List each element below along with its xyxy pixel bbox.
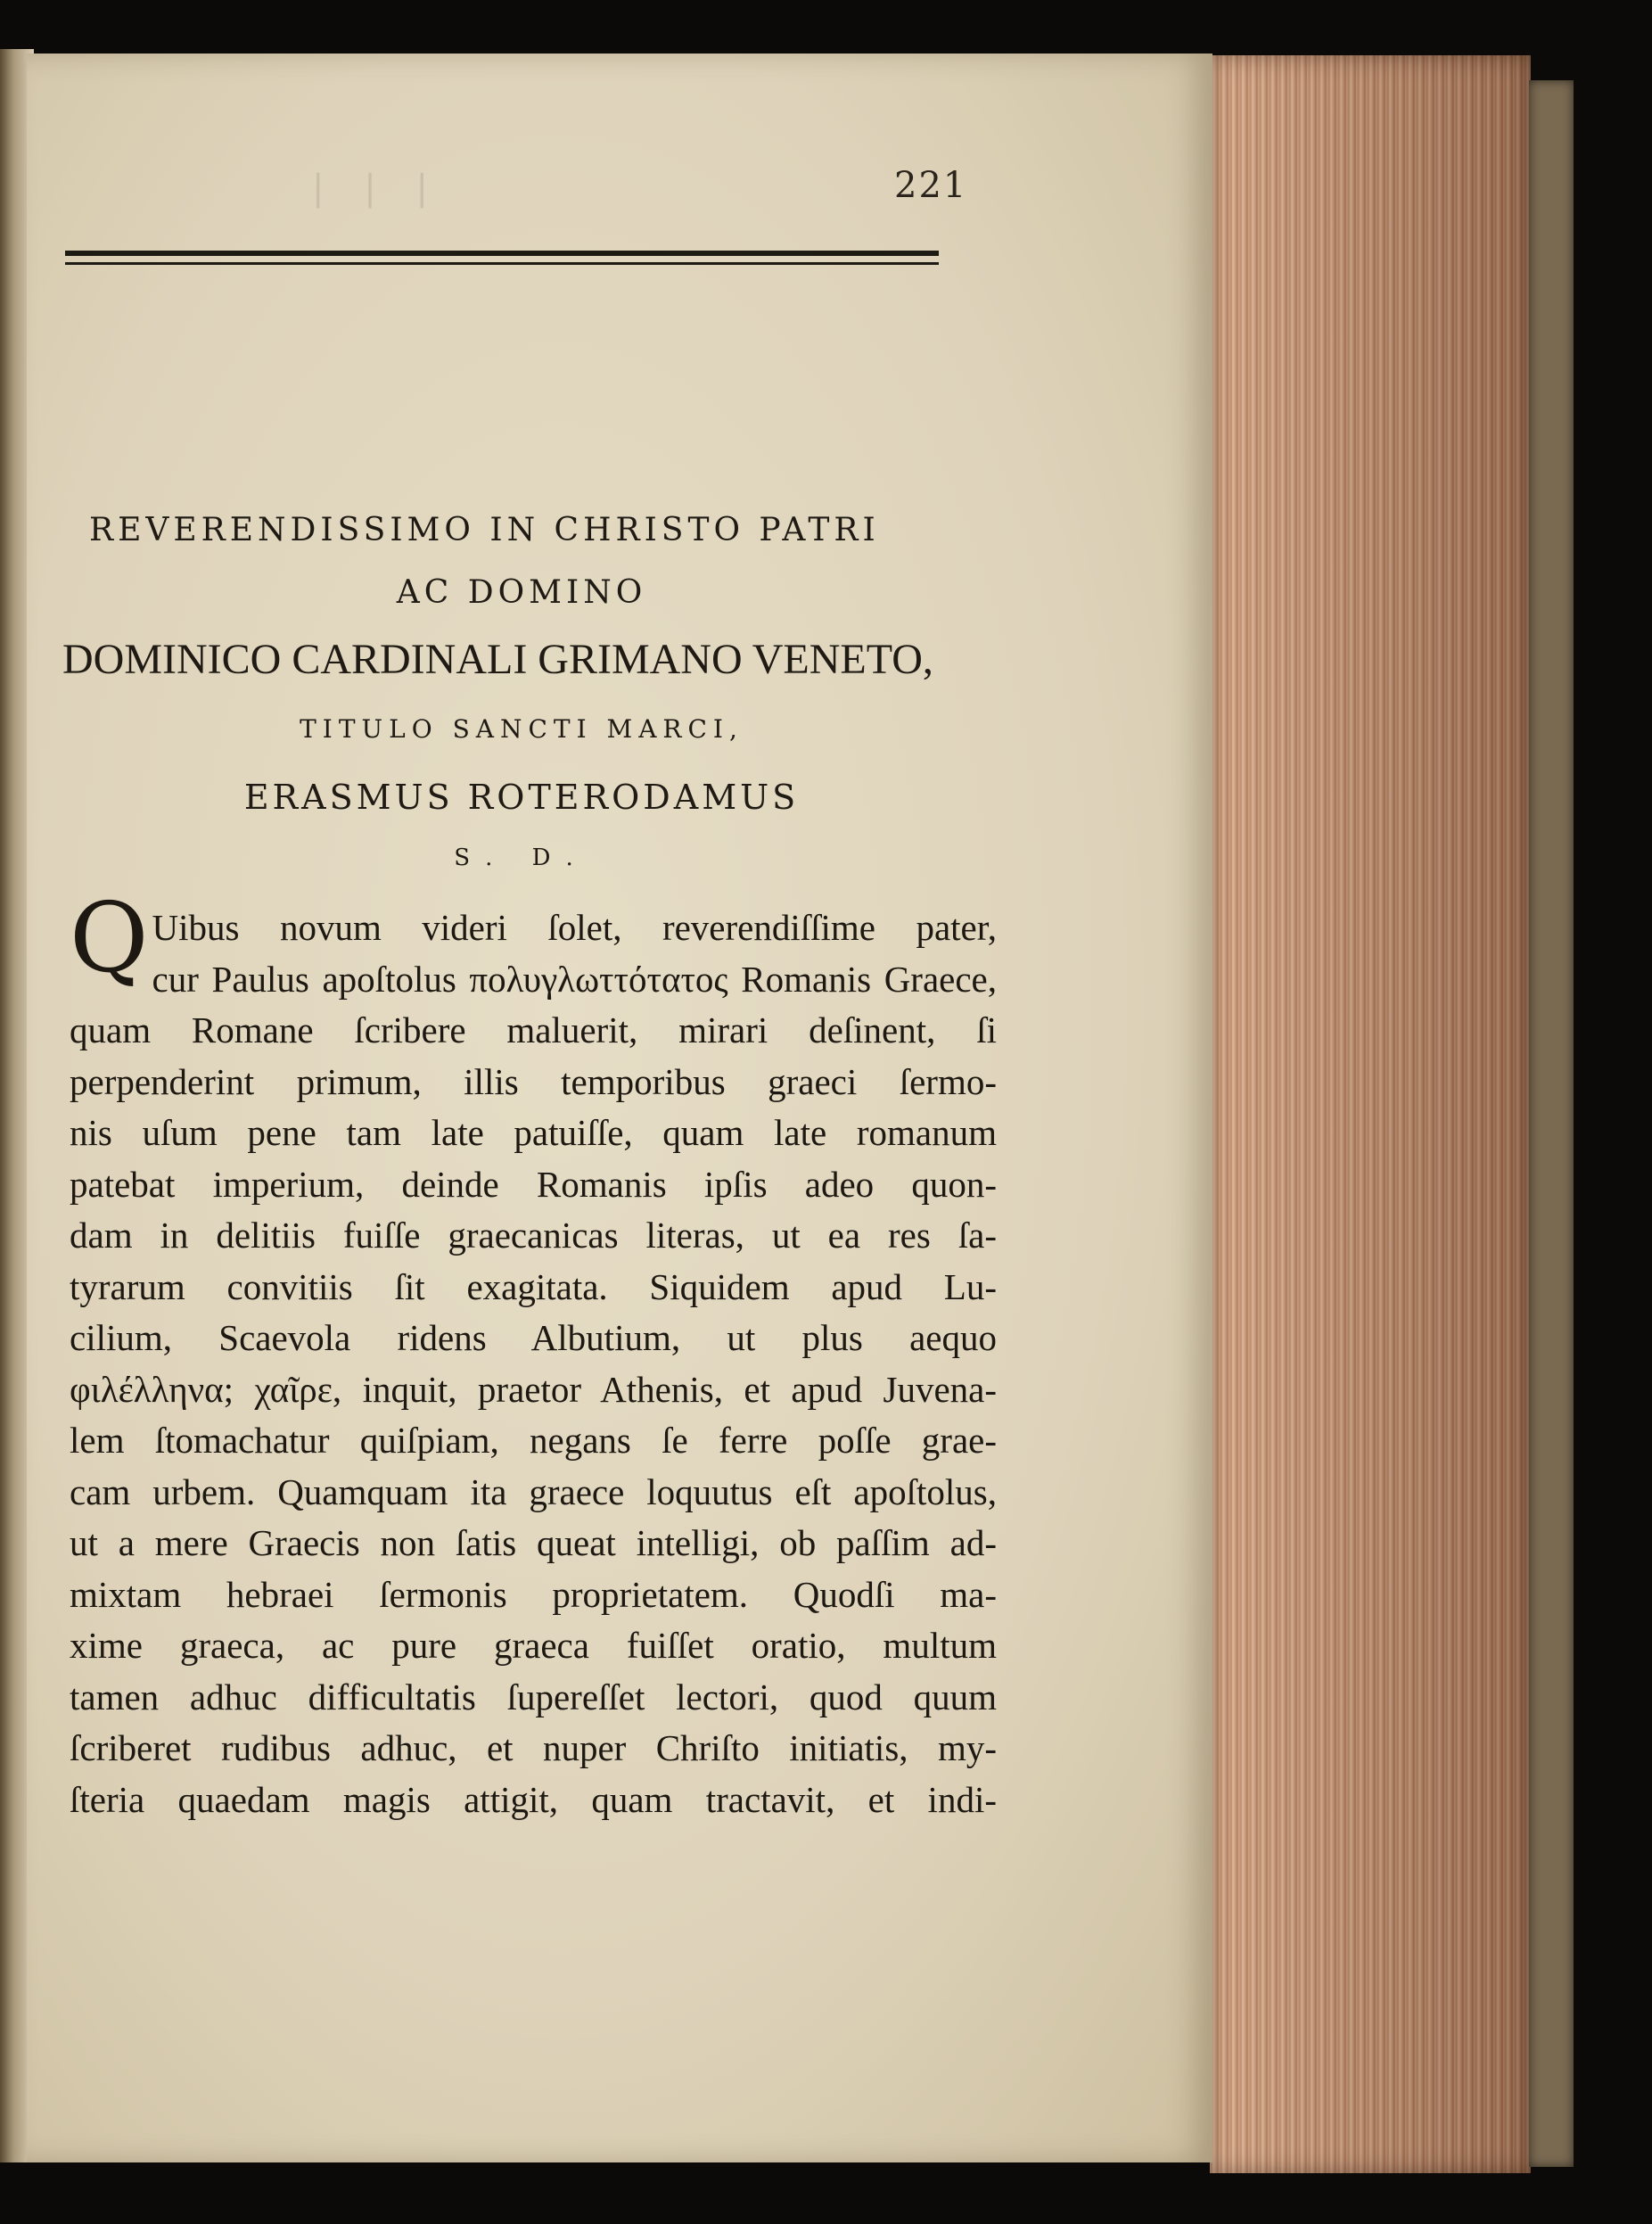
body-line: ſcriberet rudibus adhuc, et nuper Chriſto initiatis, my- [70, 1727, 997, 1768]
heading-line-3: DOMINICO CARDINALI GRIMANO VENETO, [62, 636, 933, 683]
heading-line-6: S. D. [454, 844, 589, 871]
book-cover-edge [1529, 80, 1574, 2167]
body-line: dam in delitiis fuiſſe graecanicas literas, ut ea res ſa- [70, 1215, 997, 1256]
body-line: xime graeca, ac pure graeca fuiſſet oratio, multum [70, 1625, 997, 1666]
body-line: ſteria quaedam magis attigit, quam tractavit, et indi- [70, 1778, 997, 1820]
body-line: perpenderint primum, illis temporibus graeci ſermo- [70, 1060, 997, 1102]
body-line: lem ſtomachatur quiſpiam, negans ſe ferre poſſe grae- [70, 1420, 997, 1461]
body-line: φιλέλληνα; χαῖρε, inquit, praetor Athenis, et apud Juvena- [70, 1368, 997, 1410]
body-line: quam Romane ſcribere maluerit, mirari deſinent, ſi [70, 1009, 997, 1050]
body-text [70, 883, 997, 1825]
body-line: patebat imperium, deinde Romanis ipſis adeo quon- [70, 1163, 997, 1205]
drop-cap: Q [70, 883, 149, 994]
show-through-running-head: ❘ ❘ ❘ [303, 168, 442, 209]
body-line: Q Uibus novum videri ſolet, reverendiſſime pater, [70, 883, 997, 994]
body-line: tamen adhuc difficultatis ſupereſſet lectori, quod quum [70, 1676, 997, 1717]
heading-line-4: TITULO SANCTI MARCI, [300, 714, 744, 744]
body-line: nis uſum pene tam late patuiſſe, quam late romanum [70, 1112, 997, 1153]
header-rule [65, 251, 939, 265]
page-number: 221 [894, 165, 968, 206]
body-line: cilium, Scaevola ridens Albutium, ut plus aequo [70, 1317, 997, 1358]
body-line: mixtam hebraei ſermonis proprietatem. Quodſi ma- [70, 1573, 997, 1615]
page-fore-edge [1210, 55, 1531, 2173]
heading-line-5: ERASMUS ROTERODAMUS [243, 778, 800, 817]
heading-line-1: REVERENDISSIMO IN CHRISTO PATRI [89, 512, 880, 548]
body-line: cur Paulus apoſtolus πολυγλωττότατος Romanis Graece, [152, 958, 997, 1000]
body-line: cam urbem. Quamquam ita graece loquutus eſt apoſtolus, [70, 1470, 997, 1512]
heading-line-2: AC DOMINO [396, 574, 647, 611]
body-line: ut a mere Graecis non ſatis queat intelligi, ob paſſim ad- [70, 1522, 997, 1563]
body-line: tyrarum convitiis ſit exagitata. Siquidem apud Lu- [70, 1265, 997, 1307]
dedication-heading [53, 499, 990, 885]
